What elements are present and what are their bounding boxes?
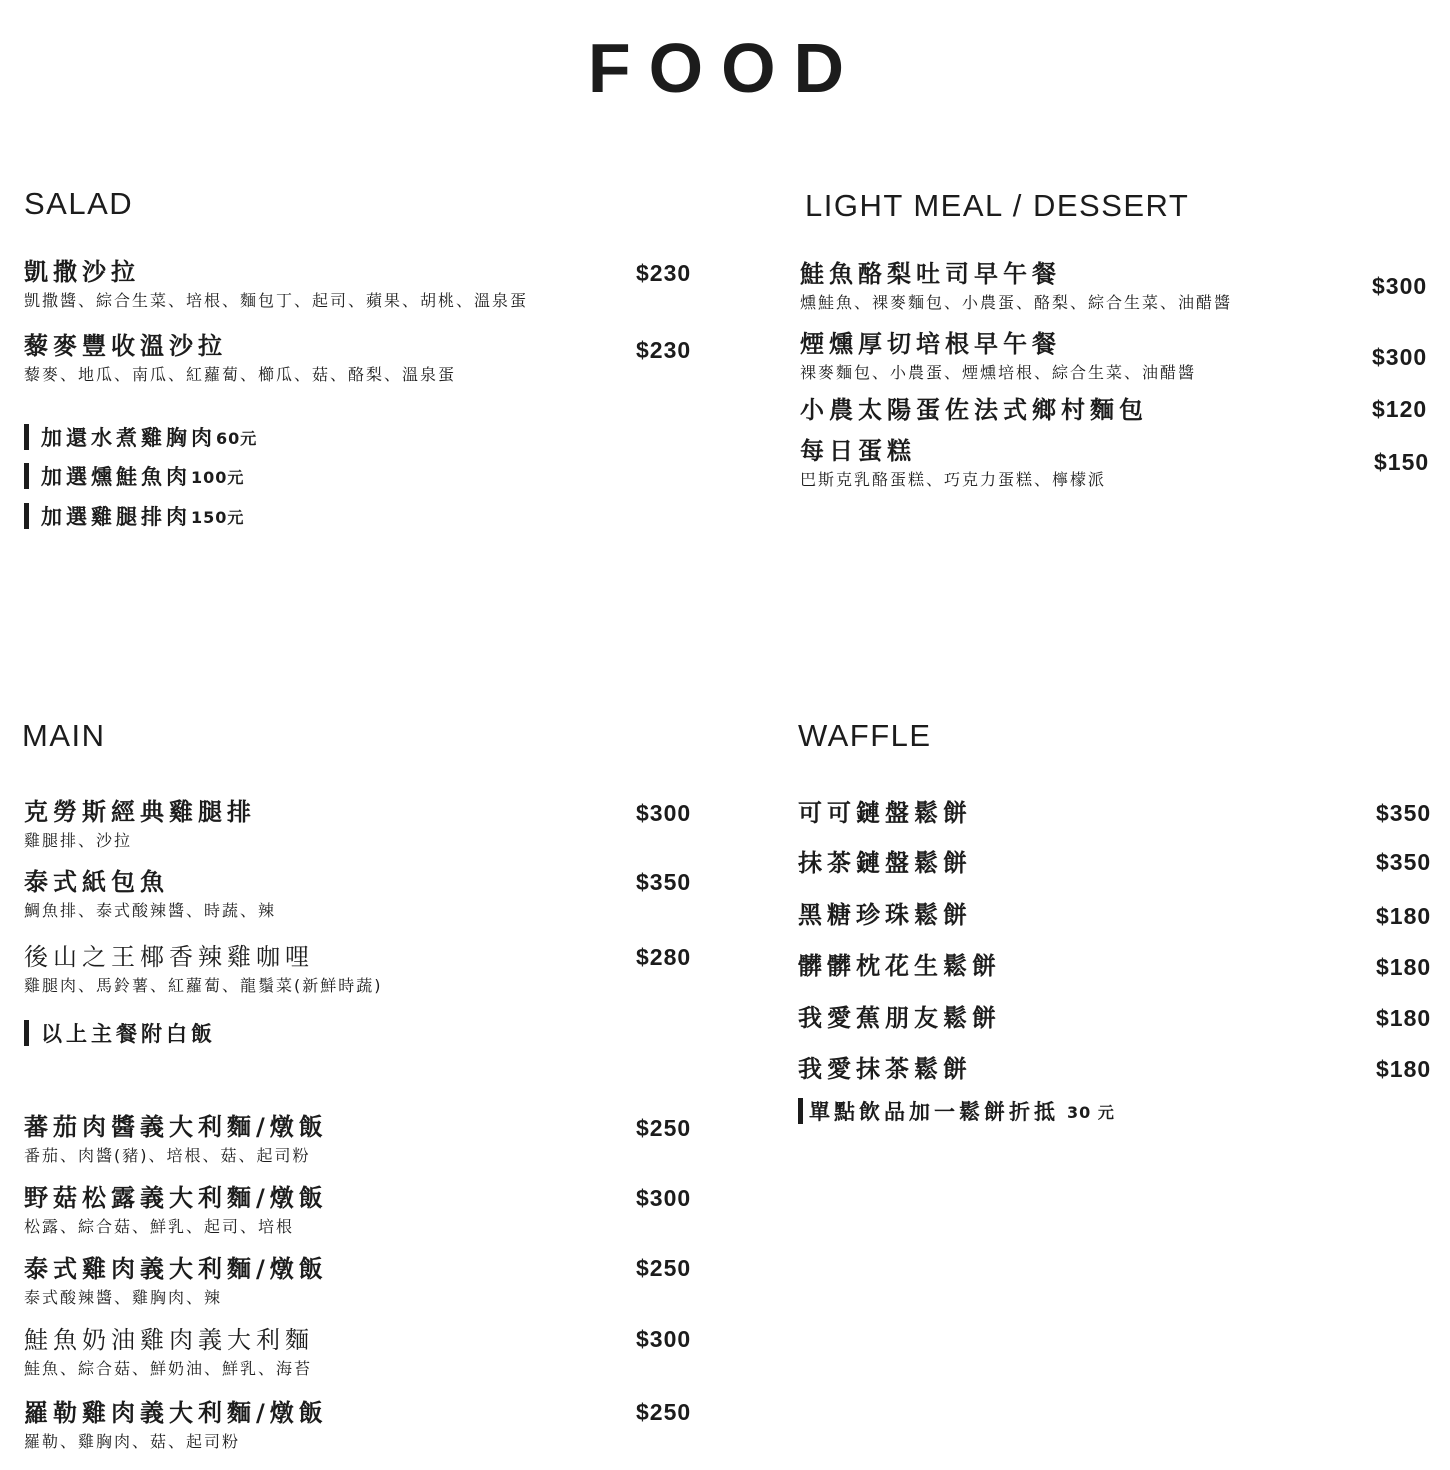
menu-item [800,328,1196,384]
menu-item [798,847,972,879]
item-name: 小農太陽蛋佐法式鄉村麵包 [800,396,1148,424]
menu-item [798,797,972,829]
item-price: $250 [636,1399,692,1425]
item-price: $180 [1376,1005,1432,1031]
menu-item [24,256,528,312]
item-price: $230 [636,260,692,286]
menu-item [24,1253,328,1309]
item-price: $300 [1372,273,1428,299]
item-desc: 雞腿肉、馬鈴薯、紅蘿蔔、龍鬚菜(新鮮時蔬) [24,976,383,995]
item-desc: 泰式酸辣醬、雞胸肉、辣 [24,1288,223,1307]
note-bar [24,463,29,489]
item-price: $300 [636,1326,692,1352]
item-price: $350 [636,869,692,895]
item-price: $300 [636,1185,692,1211]
menu-item [798,1002,1001,1034]
menu-item [24,1111,328,1167]
item-price: $180 [1376,954,1432,980]
item-desc: 巴斯克乳酪蛋糕、巧克力蛋糕、檸檬派 [800,470,1107,489]
note-bar [24,1020,29,1046]
item-desc: 番茄、肉醬(豬)、培根、菇、起司粉 [24,1146,311,1165]
item-name: 泰式雞肉義大利麵/燉飯 [24,1255,328,1283]
menu-item [798,899,972,931]
menu-item [800,258,1232,314]
note-bar [798,1098,803,1124]
item-desc: 凱撒醬、綜合生菜、培根、麵包丁、起司、蘋果、胡桃、溫泉蛋 [24,291,529,310]
item-name: 泰式紙包魚 [24,868,169,896]
addon-note [24,422,257,452]
waffle-note [798,1096,1115,1126]
menu-item [800,435,1106,491]
item-name: 鮭魚酪梨吐司早午餐 [800,260,1061,288]
item-name: 我愛蕉朋友鬆餅 [798,1004,1001,1032]
item-price: $180 [1376,1056,1432,1082]
addon-amount: 150元 [191,507,245,527]
page-title: FOOD [587,29,863,107]
item-price: $350 [1376,849,1432,875]
addon-text: 加還水煮雞胸肉 [41,426,216,450]
item-name: 鮭魚奶油雞肉義大利麵 [24,1326,314,1354]
item-name: 我愛抹茶鬆餅 [798,1055,972,1083]
menu-item [24,330,456,386]
note-text: 以上主餐附白飯 [41,1022,216,1046]
menu-item [24,866,276,922]
note-amount: 30 元 [1067,1102,1115,1122]
note-bar [24,503,29,529]
item-price: $280 [636,944,692,970]
item-desc: 鮭魚、綜合菇、鮮奶油、鮮乳、海苔 [24,1359,313,1378]
item-desc: 裸麥麵包、小農蛋、煙燻培根、綜合生菜、油醋醬 [800,363,1197,382]
menu-item [24,1182,328,1238]
item-price: $150 [1374,449,1430,475]
menu-item [800,394,1148,426]
note-text: 單點飲品加一鬆餅折抵 [809,1100,1059,1124]
item-price: $300 [636,800,692,826]
waffle-heading: WAFFLE [798,718,932,753]
item-name: 蕃茄肉醬義大利麵/燉飯 [24,1113,328,1141]
item-name: 克勞斯經典雞腿排 [24,798,256,826]
salad-heading: SALAD [24,186,134,221]
menu-item [24,1397,328,1453]
item-name: 可可鏈盤鬆餅 [798,799,972,827]
item-price: $250 [636,1255,692,1281]
menu-item [24,1324,314,1380]
item-price: $230 [636,337,692,363]
item-name: 每日蛋糕 [800,437,916,465]
item-desc: 羅勒、雞胸肉、菇、起司粉 [24,1432,241,1451]
item-name: 凱撒沙拉 [24,258,140,286]
item-price: $180 [1376,903,1432,929]
menu-item [798,950,1001,982]
addon-note [24,501,244,531]
addon-text: 加選燻鮭魚肉 [41,465,191,489]
item-desc: 松露、綜合菇、鮮乳、起司、培根 [24,1217,295,1236]
menu-item [798,1053,972,1085]
addon-note [24,461,244,491]
item-name: 藜麥豐收溫沙拉 [24,332,227,360]
menu-item [24,941,383,997]
item-name: 黑糖珍珠鬆餅 [798,901,972,929]
item-price: $120 [1372,396,1428,422]
item-name: 後山之王椰香辣雞咖哩 [24,943,314,971]
light-meal-heading: LIGHT MEAL / DESSERT [805,188,1190,223]
item-name: 野菇松露義大利麵/燉飯 [24,1184,328,1212]
item-name: 髒髒枕花生鬆餅 [798,952,1001,980]
addon-amount: 100元 [191,467,245,487]
addon-text: 加選雞腿排肉 [41,505,191,529]
rice-note [24,1018,216,1048]
item-name: 抹茶鏈盤鬆餅 [798,849,972,877]
item-desc: 燻鮭魚、裸麥麵包、小農蛋、酪梨、綜合生菜、油醋醬 [800,293,1233,312]
item-desc: 鯛魚排、泰式酸辣醬、時蔬、辣 [24,901,277,920]
item-desc: 藜麥、地瓜、南瓜、紅蘿蔔、櫛瓜、菇、酪梨、溫泉蛋 [24,365,457,384]
note-bar [24,424,29,450]
item-name: 羅勒雞肉義大利麵/燉飯 [24,1399,328,1427]
menu-item [24,796,256,852]
addon-amount: 60元 [216,428,258,448]
item-price: $350 [1376,800,1432,826]
item-desc: 雞腿排、沙拉 [24,831,133,850]
item-name: 煙燻厚切培根早午餐 [800,330,1061,358]
item-price: $300 [1372,344,1428,370]
item-price: $250 [636,1115,692,1141]
main-heading: MAIN [22,718,106,753]
